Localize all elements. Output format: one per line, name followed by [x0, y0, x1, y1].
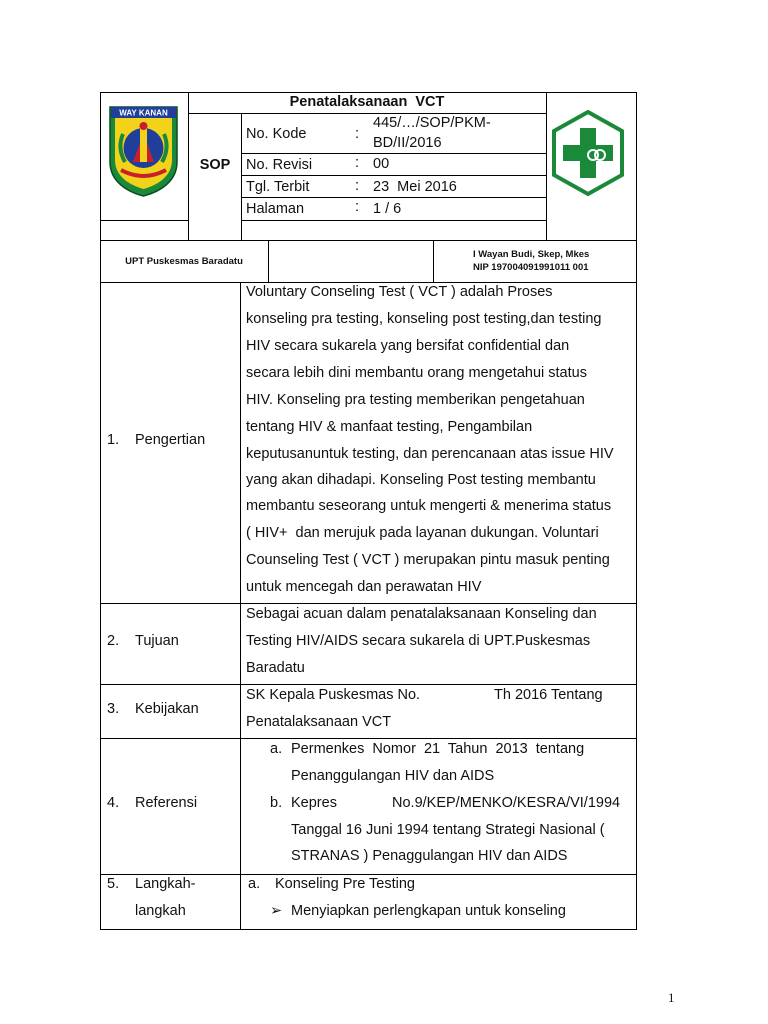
kebijakan-line-1b: Th 2016 Tentang	[494, 687, 603, 703]
halaman-colon: :	[355, 199, 360, 215]
section-5-label-line-1: Langkah-	[135, 876, 196, 892]
tgl-terbit-label: Tgl. Terbit	[246, 179, 310, 195]
langkah-bullet-text: Menyiapkan perlengkapan untuk konseling	[291, 903, 566, 919]
no-revisi-label: No. Revisi	[246, 157, 313, 173]
section-2-number: 2.	[107, 633, 120, 649]
referensi-b-line-3: STRANAS ) Penaggulangan HIV dan AIDS	[291, 848, 568, 864]
kebijakan-line-1a: SK Kepala Puskesmas No.	[246, 687, 421, 703]
unit-name: UPT Puskesmas Baradatu	[125, 256, 243, 267]
page-number: 1	[668, 990, 675, 1005]
section-1-label: Pengertian	[135, 432, 206, 448]
section-3-label: Kebijakan	[135, 701, 199, 717]
referensi-b-line-2: Tanggal 16 Juni 1994 tentang Strategi Nasional (	[291, 822, 605, 838]
langkah-sub-marker: a.	[248, 876, 261, 892]
pengertian-line: HIV. Konseling pra testing memberikan pengetahuan	[246, 392, 585, 408]
section-1-number: 1.	[107, 432, 120, 448]
section-4-label: Referensi	[135, 795, 198, 811]
kebijakan-line-2: Penatalaksanaan VCT	[246, 714, 392, 730]
section-2-label: Tujuan	[135, 633, 179, 649]
tujuan-line: Testing HIV/AIDS secara sukarela di UPT.Puskesmas	[246, 633, 591, 649]
no-kode-value-line-2: BD/II/2016	[373, 135, 442, 151]
referensi-a-line-1: Permenkes Nomor 21 Tahun 2013 tentang	[291, 741, 585, 757]
pengertian-line: tentang HIV & manfaat testing, Pengambilan	[246, 419, 533, 435]
tujuan-line: Sebagai acuan dalam penatalaksanaan Konseling dan	[246, 606, 597, 622]
pengertian-line: Voluntary Conseling Test ( VCT ) adalah Proses	[246, 284, 553, 300]
referensi-a-line-2: Penanggulangan HIV dan AIDS	[291, 768, 495, 784]
no-revisi-value: 00	[373, 156, 390, 172]
pengertian-line: yang akan dihadapi. Konseling Post testing membantu	[246, 472, 596, 488]
puskesmas-logo-icon	[551, 110, 625, 196]
signer-nip: NIP 197004091991011 001	[473, 262, 589, 273]
tujuan-line: Baradatu	[246, 660, 305, 676]
no-kode-colon: :	[355, 126, 360, 142]
section-5-number: 5.	[107, 876, 120, 892]
section-5-label-line-2: langkah	[135, 903, 186, 919]
referensi-b-line-1b: No.9/KEP/MENKO/KESRA/VI/1994	[392, 795, 621, 811]
pengertian-line: Counseling Test ( VCT ) merupakan pintu masuk penting	[246, 552, 610, 568]
pengertian-line: keputusanuntuk testing, dan perencanaan atas issue HIV	[246, 446, 614, 462]
langkah-sub-title: Konseling Pre Testing	[275, 876, 415, 892]
pengertian-line: konseling pra testing, konseling post testing,dan testing	[246, 311, 602, 327]
referensi-b-marker: b.	[270, 795, 283, 811]
tgl-terbit-value: 23 Mei 2016	[373, 179, 457, 195]
pengertian-line: membantu seseorang untuk mengerti & menerima status	[246, 498, 612, 514]
section-3-number: 3.	[107, 701, 120, 717]
sop-title: Penatalaksanaan VCT	[289, 94, 445, 110]
pengertian-line: HIV secara sukarela yang bersifat confidential dan	[246, 338, 570, 354]
arrow-bullet-icon: ➢	[270, 903, 283, 919]
halaman-value: 1 / 6	[373, 201, 402, 217]
pengertian-line: untuk mencegah dan perawatan HIV	[246, 579, 482, 595]
referensi-a-marker: a.	[270, 741, 283, 757]
sop-label: SOP	[199, 157, 231, 173]
way-kanan-emblem-icon	[107, 104, 180, 198]
referensi-b-line-1a: Kepres	[291, 795, 337, 811]
halaman-label: Halaman	[246, 201, 305, 217]
pengertian-line: secara lebih dini membantu orang mengetahui status	[246, 365, 587, 381]
section-4-number: 4.	[107, 795, 120, 811]
svg-text:WAY KANAN: WAY KANAN	[119, 108, 168, 118]
pengertian-line: ( HIV+ dan merujuk pada layanan dukungan. Voluntari	[246, 525, 599, 541]
signer-name: I Wayan Budi, Skep, Mkes	[473, 249, 590, 260]
no-revisi-colon: :	[355, 155, 360, 171]
tgl-terbit-colon: :	[355, 178, 360, 194]
no-kode-label: No. Kode	[246, 126, 307, 142]
no-kode-value-line-1: 445/…/SOP/PKM-	[373, 115, 491, 131]
